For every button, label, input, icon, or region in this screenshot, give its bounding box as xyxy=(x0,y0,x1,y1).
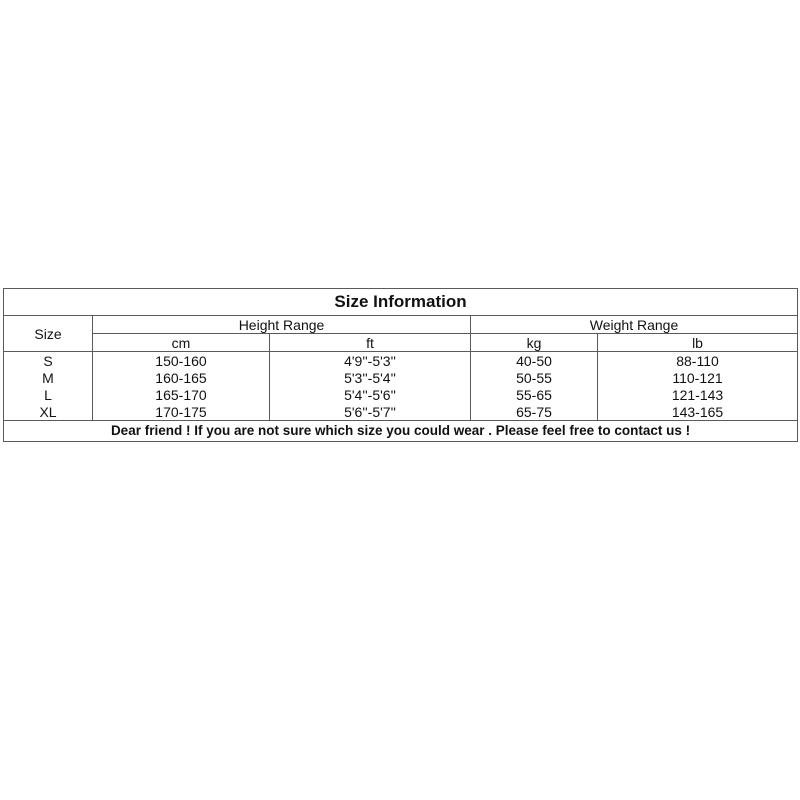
cm-cell: 165-170 xyxy=(93,386,270,403)
table-row xyxy=(4,369,798,386)
lb-cell: 110-121 xyxy=(598,369,798,386)
unit-header-row xyxy=(4,334,798,352)
size-cell: M xyxy=(4,369,93,386)
size-cell: L xyxy=(4,386,93,403)
unit-header-lb: lb xyxy=(598,334,798,352)
kg-cell: 55-65 xyxy=(471,386,598,403)
weight-range-header: Weight Range xyxy=(471,316,798,334)
unit-header-kg: kg xyxy=(471,334,598,352)
table-row xyxy=(4,352,798,370)
table-footer-row xyxy=(4,421,798,442)
cm-cell: 170-175 xyxy=(93,403,270,421)
kg-cell: 65-75 xyxy=(471,403,598,421)
size-cell: S xyxy=(4,352,93,370)
ft-cell: 5'6''-5'7'' xyxy=(270,403,471,421)
cm-cell: 150-160 xyxy=(93,352,270,370)
size-cell: XL xyxy=(4,403,93,421)
ft-cell: 5'4''-5'6'' xyxy=(270,386,471,403)
table-row xyxy=(4,403,798,421)
ft-cell: 4'9''-5'3'' xyxy=(270,352,471,370)
table-title: Size Information xyxy=(4,289,798,316)
size-column-header: Size xyxy=(4,316,93,352)
kg-cell: 50-55 xyxy=(471,369,598,386)
cm-cell: 160-165 xyxy=(93,369,270,386)
kg-cell: 40-50 xyxy=(471,352,598,370)
unit-header-ft: ft xyxy=(270,334,471,352)
ft-cell: 5'3''-5'4'' xyxy=(270,369,471,386)
unit-header-cm: cm xyxy=(93,334,270,352)
table-title-row xyxy=(4,289,798,316)
group-header-row xyxy=(4,316,798,334)
size-chart-table xyxy=(3,288,798,442)
height-range-header: Height Range xyxy=(93,316,471,334)
table-row xyxy=(4,386,798,403)
lb-cell: 121-143 xyxy=(598,386,798,403)
contact-note: Dear friend ! If you are not sure which size you could wear . Please feel free to contact us ! xyxy=(4,421,798,442)
lb-cell: 143-165 xyxy=(598,403,798,421)
lb-cell: 88-110 xyxy=(598,352,798,370)
